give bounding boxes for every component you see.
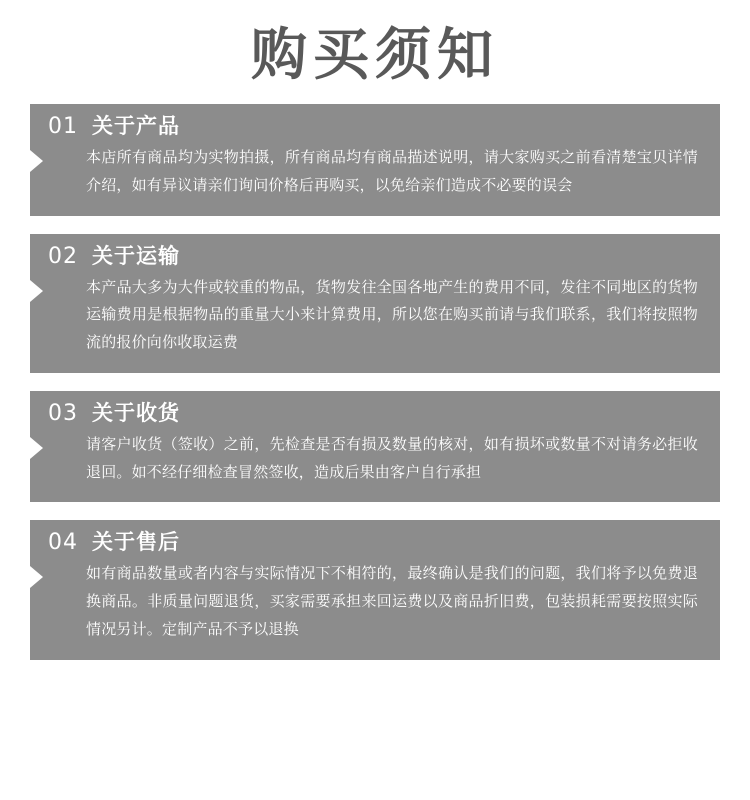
section-01 <box>30 104 720 216</box>
section-number: 03 <box>48 400 78 426</box>
section-04 <box>30 520 720 659</box>
section-03 <box>30 391 720 503</box>
page-title: 购买须知 <box>251 23 499 88</box>
notch-marker-icon <box>30 150 43 172</box>
section-header <box>48 116 702 138</box>
section-02 <box>30 234 720 373</box>
section-number: 01 <box>48 114 78 139</box>
section-header <box>48 243 702 269</box>
sections-list <box>0 104 750 660</box>
section-header <box>48 400 702 426</box>
section-title: 关于运输 <box>92 243 180 268</box>
section-title: 关于收货 <box>92 400 180 425</box>
notch-marker-icon <box>30 566 43 588</box>
notch-marker-icon <box>30 280 43 302</box>
section-body: 本产品大多为大件或较重的物品，货物发往全国各地产生的费用不同，发往不同地区的货物运输费用是根据物品的重量大小来计算费用，所以您在购买前请与我们联系，我们将按照物流的报价向你收取运费 <box>86 277 698 351</box>
notch-marker-icon <box>30 437 43 459</box>
section-body: 如有商品数量或者内容与实际情况下不相符的，最终确认是我们的问题，我们将予以免费退换商品。非质量问题退货，买家需要承担来回运费以及商品折旧费，包装损耗需要按照实际情况另计。定制产品不予以退换 <box>86 564 698 638</box>
section-header <box>48 532 702 554</box>
section-number: 04 <box>48 530 78 556</box>
section-title: 关于售后 <box>92 530 180 555</box>
section-number: 02 <box>48 243 78 269</box>
section-body: 请客户收货（签收）之前，先检查是否有损及数量的核对，如有损坏或数量不对请务必拒收退回。如不经仔细检查冒然签收，造成后果由客户自行承担 <box>86 434 698 481</box>
section-title: 关于产品 <box>92 114 180 138</box>
section-body: 本店所有商品均为实物拍摄，所有商品均有商品描述说明，请大家购买之前看清楚宝贝详情介绍，如有异议请亲们询问价格后再购买，以免给亲们造成不必要的误会 <box>86 148 698 194</box>
